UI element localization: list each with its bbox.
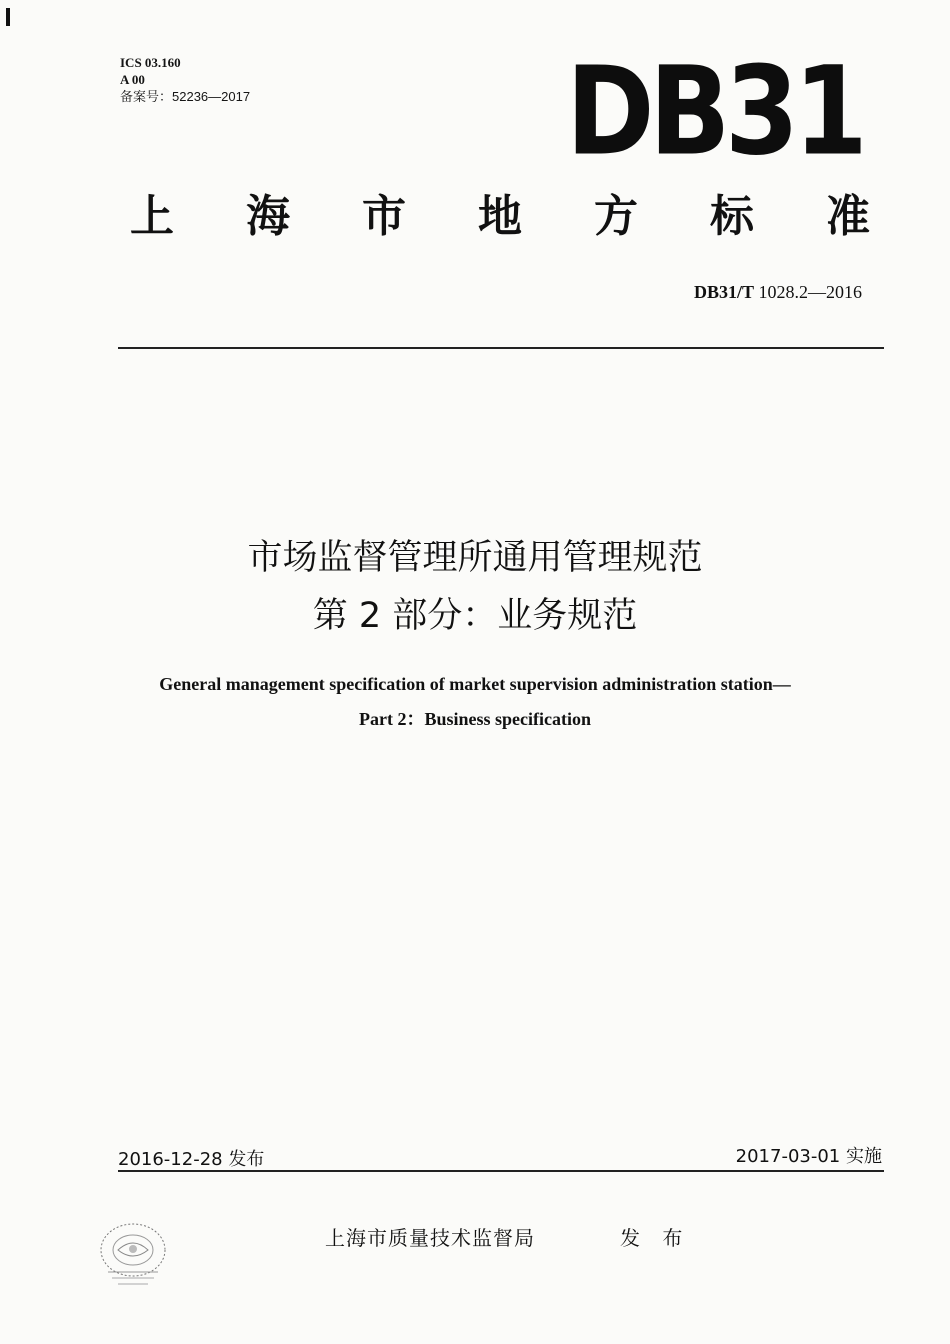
category-code — [120, 71, 250, 88]
standard-title-char: 地 — [478, 191, 522, 242]
standard-code-number: 1028.2—2016 — [758, 282, 862, 302]
record-number — [120, 88, 250, 105]
implementation-date: 2017-03-01 实施 — [735, 1146, 882, 1167]
standard-code-prefix: DB31/T — [693, 282, 754, 302]
library-stamp-icon — [88, 1212, 178, 1292]
standard-title-char: 上 — [130, 191, 174, 242]
header-divider — [118, 347, 884, 349]
db31-logo — [566, 41, 863, 183]
category-code-text: A 00 — [120, 72, 145, 87]
standard-title-char: 方 — [594, 191, 638, 242]
standard-code — [694, 282, 862, 303]
standard-title-char: 标 — [710, 191, 754, 242]
document-title-en-line1: General management specification of market supervision administration station— — [159, 674, 791, 694]
db31-logo-text: DB31 — [566, 41, 863, 183]
scan-edge-mark — [6, 8, 10, 26]
ics-code-text: ICS 03.160 — [120, 55, 181, 70]
publish-label: 发 布 — [620, 1226, 691, 1250]
standard-title-char: 海 — [246, 191, 290, 242]
classification-block — [120, 54, 250, 105]
issuing-authority: 上海市质量技术监督局 — [325, 1226, 535, 1250]
document-title-cn-line2: 第 2 部分：业务规范 — [312, 596, 638, 636]
record-label: 备案号： — [120, 89, 173, 104]
document-title-en-line2: Part 2：Business specification — [359, 709, 591, 729]
standard-type-title — [130, 190, 870, 244]
ics-code — [120, 54, 250, 71]
standard-title-char: 市 — [362, 191, 406, 242]
document-title-cn-line1: 市场监督管理所通用管理规范 — [247, 538, 703, 578]
record-value: 52236—2017 — [172, 89, 251, 104]
issue-date: 2016-12-28 发布 — [118, 1149, 265, 1170]
footer-divider — [118, 1170, 884, 1172]
standard-title-char: 准 — [826, 191, 870, 242]
